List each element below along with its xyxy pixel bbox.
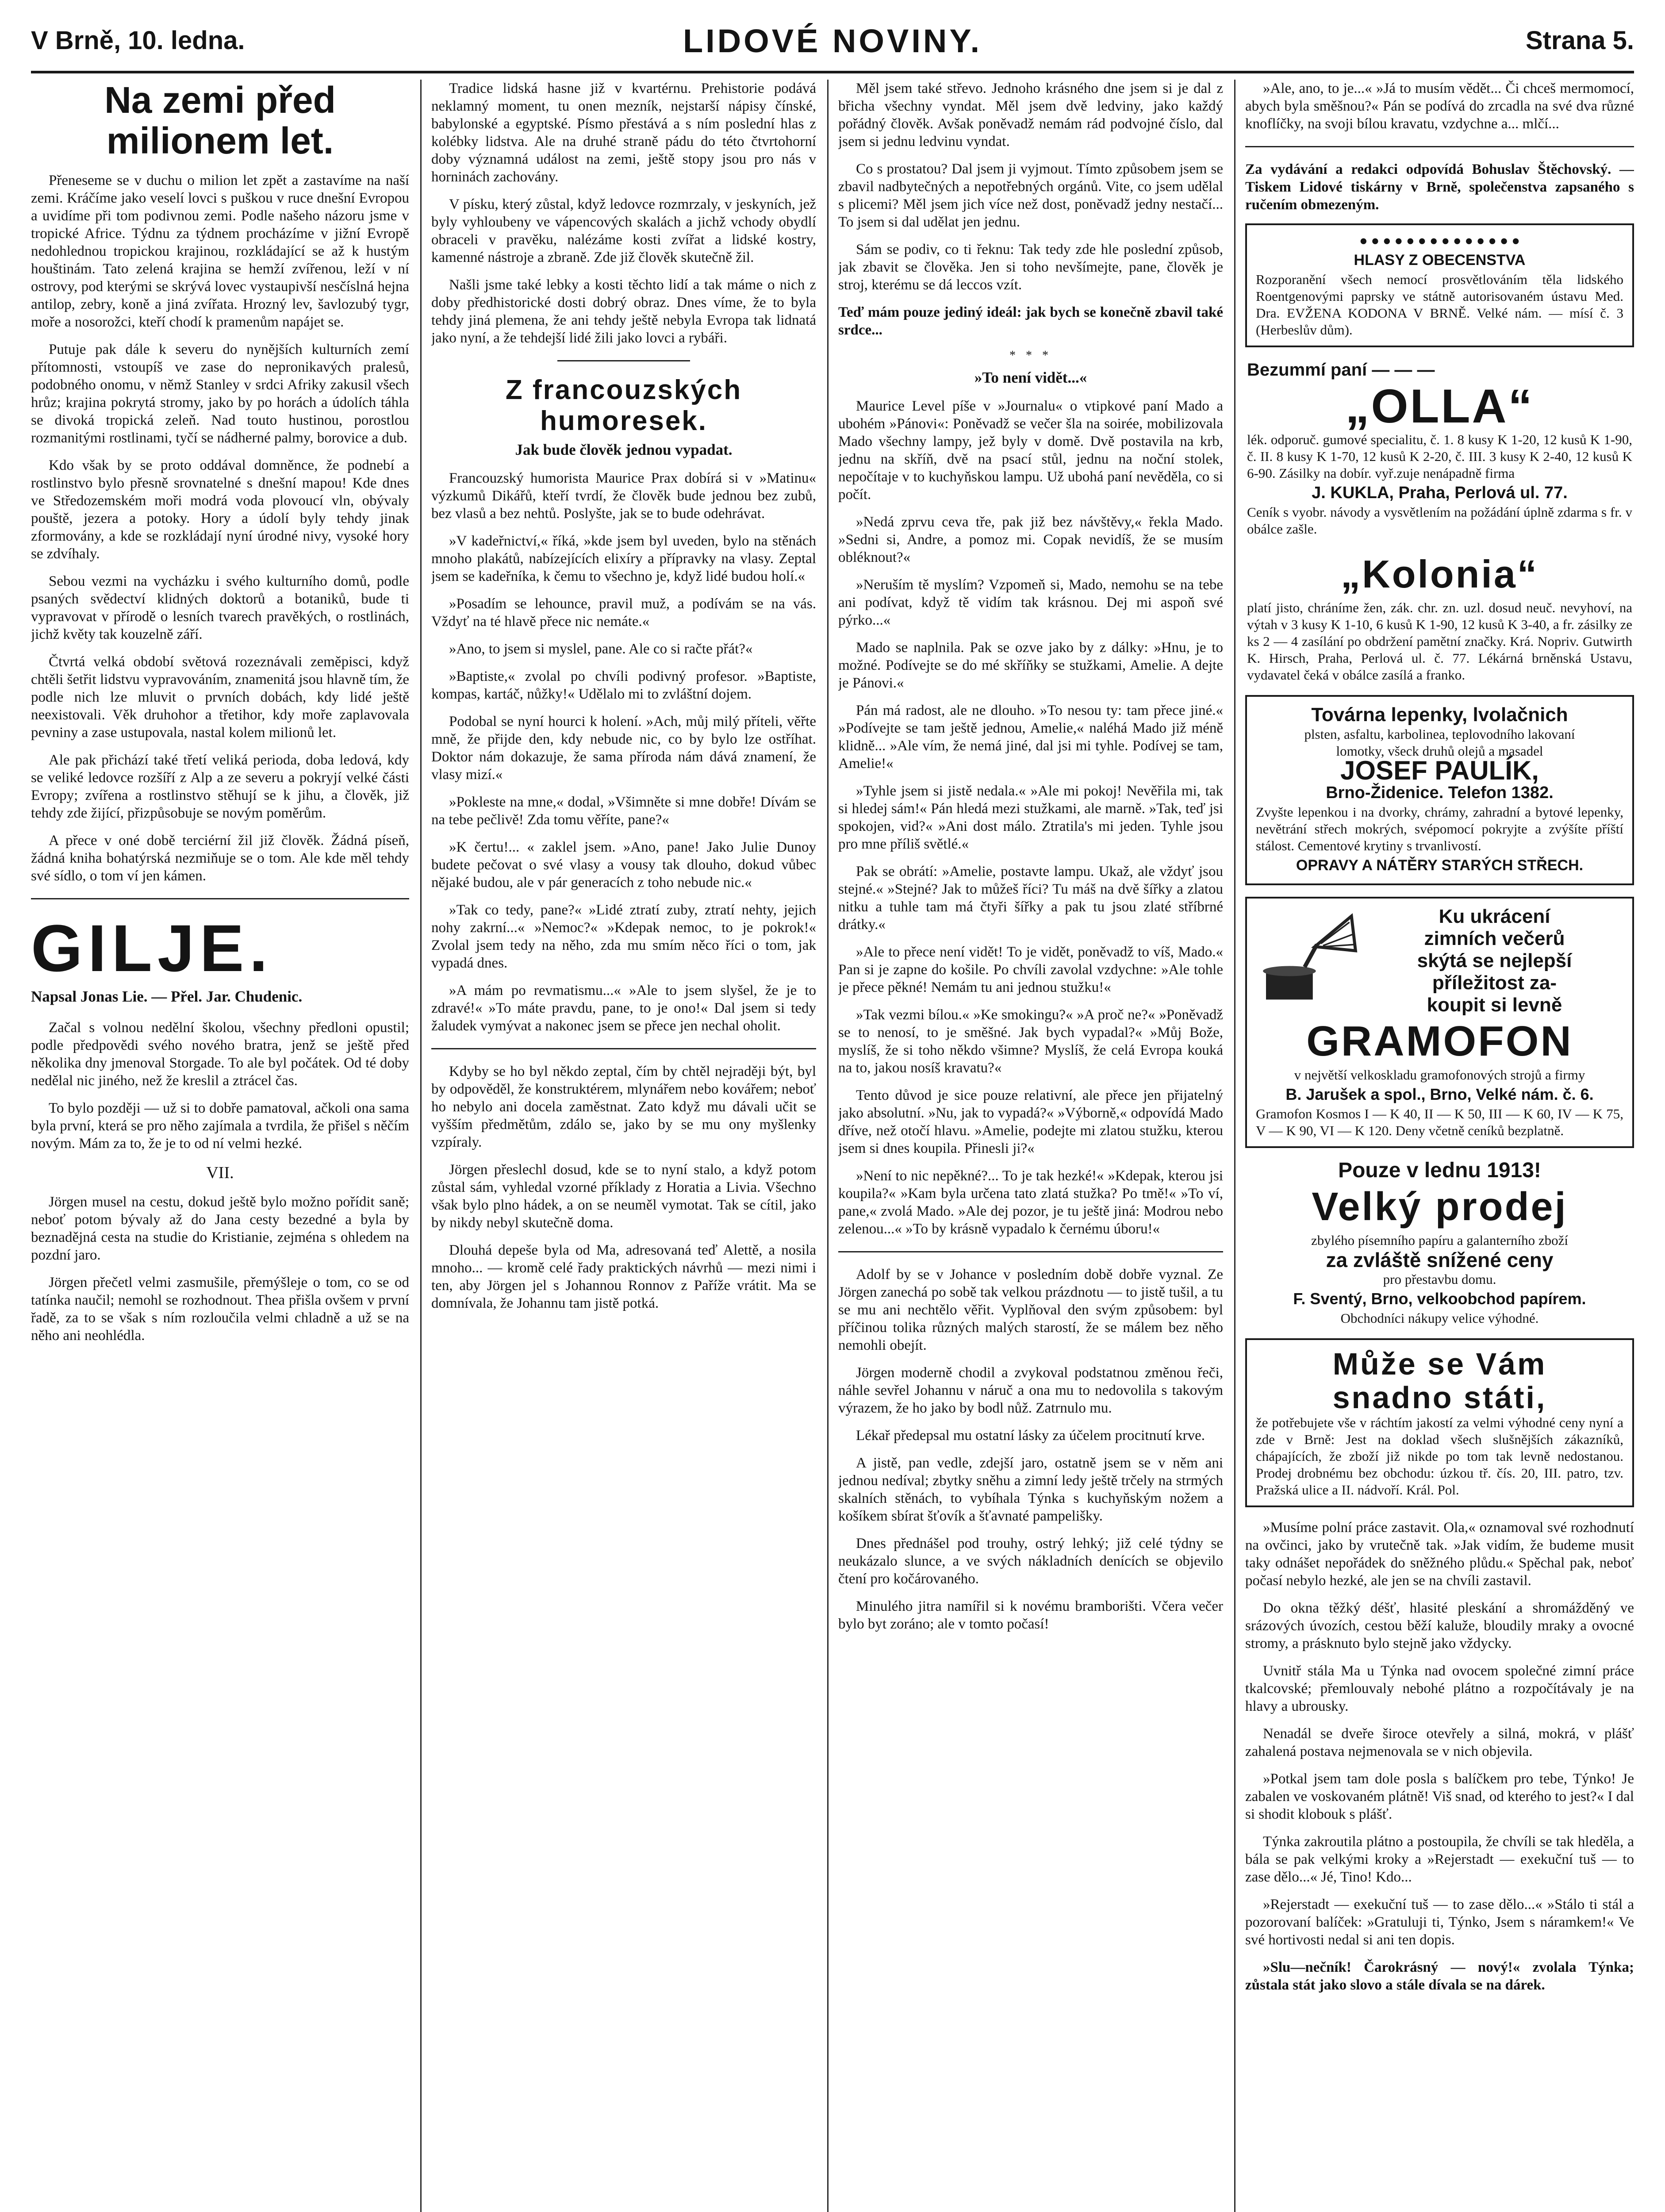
ad-olla bbox=[1245, 359, 1634, 538]
ad-line: zimních večerů bbox=[1424, 928, 1565, 949]
serial-paragraph: Adolf by se v Johance v posledním době dobře vyznal. Ze Jörgen zanechá po sobě tak velkou prázdnotu — to jistě tušil, a tu se mu ani nechtělo věřit. Vyplňoval den svým způsobem: byl příčinou tolika různých malých starostí, že se málem bez něho nemohli obejít. bbox=[838, 1267, 1223, 1353]
ad-text: Rozporanění všech nemocí prosvětlováním těla lidského Roentgenovými paprsky ve státně autorisovaném ústavu Med. Dra. EVŽENA KODONA V BRNĚ. Velké nám. — mísí č. 3 (Herbeslův dům). bbox=[1256, 272, 1623, 338]
ad-line: Pouze v lednu 1913! bbox=[1338, 1159, 1541, 1182]
humor-paragraph: »Neruším tě myslím? Vzpomeň si, Mado, nemohu se na tebe ani podívat, když tě vidím tak krásnou. Dej mi aspoň své pýrko...« bbox=[838, 577, 1223, 628]
page-header bbox=[31, 18, 1634, 73]
ad-line: snadno státi, bbox=[1332, 1380, 1547, 1415]
ad-text: Gramofon Kosmos I — K 40, II — K 50, III — K 60, IV — K 75, V — K 90, VI — K 120. Deny včetně ceníků bezplatně. bbox=[1256, 1106, 1623, 1138]
humor-paragraph: »A mám po revmatismu...« »Ale to jsem slyšel, že je to zdravé!« »To máte pravdu, pane, to je ono!« Dal jsem si tedy žaludek vymývat a nakonec jsem se přece jen nechal oholit. bbox=[431, 983, 816, 1034]
ad-roentgen bbox=[1245, 223, 1634, 347]
ad-firm: F. Sventý, Brno, velkoobchod papírem. bbox=[1293, 1290, 1586, 1308]
ad-firm: J. KUKLA, Praha, Perlová ul. 77. bbox=[1312, 484, 1568, 502]
ad-stars: ● ● ● ● ● ● ● ● ● ● ● ● ● ● bbox=[1359, 233, 1520, 248]
ad-line: za zvláště snížené ceny bbox=[1326, 1248, 1554, 1271]
ad-brand: „Kolonia“ bbox=[1341, 552, 1538, 596]
article-paragraph: A přece v oné době terciérní žil již člověk. Žádná píseň, žádná kniha bohatýrská nezmiňuje se o tom. Ale kde měl tehdy své sídlo, o tom ví jen kámen. bbox=[31, 833, 409, 884]
ad-line: Ku ukrácení bbox=[1439, 906, 1550, 927]
humor-paragraph: Maurice Level píše v »Journalu« o vtipkové paní Mado a ubohém »Pánovi«: Poněvadž se večer šla na soirée, mobilizovala Mado všechny lampy, jež byly v domě. Dvě postavila na krb, jednu na skříň, dvě na psací stůl, jednu na noční stolek, nepočítaje v to kuchyňskou lampu. Už ubohá paní nevěděla, co si počít. bbox=[838, 398, 1223, 503]
serial-paragraph: Nenadál se dveře široce otevřely a silná, mokrá, v plášť zahalená postava nejmenovala se v nich objevila. bbox=[1245, 1726, 1634, 1759]
serial-paragraph: Kdyby se ho byl někdo zeptal, čím by chtěl nejraději být, byl by odpověděl, že konstruktérem, mlynářem nebo kovářem; neboť ho nebylo ani docela zaměstnat. Zato když mu dávali učit se vyšším předmětům, zdálo se, jako by se mu ony myšlenky vzpíraly. bbox=[431, 1064, 816, 1150]
section-divider bbox=[431, 1048, 816, 1049]
serial-paragraph: »Musíme polní práce zastavit. Ola,« oznamoval své rozhodnutí na ovčinci, jako by vrutečně tak. »Jak vidím, že budeme musit taky odnášet nepořádek do sněžného plůdu.« Spěchal pak, neboť počasí nebylo hezké, ale jen se na chvíli zastavil. bbox=[1245, 1520, 1634, 1589]
humor-paragraph: Pán má radost, ale ne dlouho. »To nesou ty: tam přece jiné.« »Podívejte se tam ještě jednou, Amelie,« naléhá Mado již méně klidně... »Ale vím, že nemá jiné, dal jsi mi tyhle. Podívej se tam, Amelie!« bbox=[838, 703, 1223, 772]
ad-label: HLASY Z OBECENSTVA bbox=[1354, 252, 1526, 269]
ad-line: Obchodníci nákupy velice výhodné. bbox=[1340, 1310, 1539, 1326]
ad-text: Ceník s vyobr. návody a vysvětlením na požádání úplně zdarma s fr. v obálce zašle. bbox=[1247, 504, 1632, 537]
section-title: »To není vidět...« bbox=[974, 369, 1087, 386]
column-rule bbox=[827, 80, 829, 2212]
gramophone-icon bbox=[1256, 910, 1358, 1012]
ad-footer: OPRAVY A NÁTĚRY STARÝCH STŘECH. bbox=[1296, 857, 1584, 874]
asterism: * * * bbox=[1009, 349, 1052, 362]
serial-paragraph: »Potkal jsem tam dole posla s balíčkem pro tebe, Týnko! Je zabalen ve voskovaném plátně! Viš snad, od kterého to jest?« I dal si shodit klobouk s plášť. bbox=[1245, 1771, 1634, 1822]
ad-paulik bbox=[1245, 695, 1634, 885]
serial-paragraph: »Rejerstadt — exekuční tuš — to zase dělo...« »Stálo ti stál a pozorovaní balíček: »Gratuluji ti, Týnko, Jsem s náramkem!« Ve své hortivosti nedal si ani ten dopis. bbox=[1245, 1897, 1634, 1948]
serial-paragraph: »Slu—nečník! Čarokrásný — nový!« zvolala Týnka; zůstala stát jako slovo a stále dívala se na dárek. bbox=[1245, 1959, 1634, 1993]
serial-paragraph: A jistě, pan vedle, zdejší jaro, ostatně jsem se v něm ani jednou nedíval; zbytky sněhu a zimní ledy ještě trčely na strmých skalních stěnách, to vybíhala Týnka s kuchyňským nožem a košíkem sbírat šťovík a šťavnaté pampelišky. bbox=[838, 1455, 1223, 1524]
issue-date: V Brně, 10. ledna. bbox=[31, 26, 245, 55]
humor-paragraph: »K čertu!... « zaklel jsem. »Ano, pane! Jako Julie Dunoy budete pečovat o své vlasy a vousy tak dlouho, dokud vůbec nějaké budou, ale v pár generacích z toho nebude nic.« bbox=[431, 839, 816, 891]
humor-paragraph: »Pokleste na mne,« dodal, »Všimněte si mne dobře! Dívám se na tebe pečlivě! Zda tomu věříte, pane?« bbox=[431, 794, 816, 828]
serial-paragraph: Týnka zakroutila plátno a postoupila, že chvíli se tak hleděla, a bála se pak velkými kroky a »Rejerstadt — exekuční tuš — to zase dělo...« Jé, Tino! Kdo... bbox=[1245, 1834, 1634, 1885]
article-paragraph: Přeneseme se v duchu o milion let zpět a zastavíme na naší zemi. Kráčíme jako veselí lovci s puškou v ruce dnešní Evropou a uvidíme při tom podivnou zemi. Podle našeho názoru jsme v tropické Africe. Týdnu za týdnem procházíme v jižní Evropě nedohlednou tropickou krajinou, rozkládající se až k hustým houštinám. Tato zelená krajina se hemží zvířenou, leží v ní ostrovy, pod kterými se skrývá lovec vystaupivší nesčíslná hejna antilop, zebry, koně a jiná zvířata. Hrozný lev, šavlozubý tygr, moře a nosorožci, kteří chodí k pramenům napájet se. bbox=[31, 173, 409, 330]
serial-paragraph: Jörgen přeslechl dosud, kde se to nyní stalo, a když potom zůstal sám, vyhledal vzorné příklady z Horatia a Livia. Všechno však bylo plno hádek, a on se neuměl vymotat. Tak se cítil, jako by nikdy nebyl skutečně doma. bbox=[431, 1162, 816, 1231]
column-2 bbox=[431, 80, 816, 2212]
ad-name: JOSEF PAULÍK, bbox=[1340, 756, 1539, 785]
ad-line: skýtá se nejlepší bbox=[1417, 950, 1572, 972]
humor-paragraph: Měl jsem také střevo. Jednoho krásného dne jsem si je dal z břicha všechny vyndat. Měl jsem dvě ledviny, jako každý pořádný člověk. Avšak poněvadž nemám rád podvojné číslo, dal jsem si jednu ledvinu vyndat. bbox=[838, 81, 1223, 150]
article-paragraph: Sebou vezmi na vycházku i svého kulturního domů, podle psaných svědectví klidných doktorů a botaniků, bude ti vypravovat v přírodě o lesních tvarech pravěkých, o rostlinách, jichž květy tak kouzelně září. bbox=[31, 573, 409, 642]
serial-paragraph: Dnes přednášel pod trouhy, ostrý lehký; již celé týdny se neukázalo slunce, a ve svých nákladních denících se objevilo čtení pro kočárovaného. bbox=[838, 1536, 1223, 1587]
humor-paragraph: »Tyhle jsem si jistě nedala.« »Ale mi pokoj! Nevěřila mi, tak si hledej sám!« Pán hledá mezi stužkami, ale marně. »Tak, teď jsi spokojen, vid?« »Ani dost málo. Ztratila's mi jeden. Tyhle jsou pro mne příliš světlé.« bbox=[838, 783, 1223, 852]
humor-paragraph: »Ale to přece není vidět! To je vidět, poněvadž to víš, Mado.« Pan si je zapne do košile. Po chvíli zavolal vzdychne: »Ale tohle je přece pěkné! Nemám tu ani jednou stužku!« bbox=[838, 944, 1223, 995]
page-number: Strana 5. bbox=[1526, 26, 1634, 55]
section-divider bbox=[31, 898, 409, 899]
column-rule bbox=[1234, 80, 1235, 2212]
serial-byline: Napsal Jonas Lie. — Přel. Jar. Chudenic. bbox=[31, 988, 303, 1005]
ad-text: lék. odporuč. gumové specialitu, č. 1. 8 kusy K 1-20, 12 kusů K 1-90, č. II. 8 kusy K 1-70, 12 kusů K 2-20, č. III. 3 kusy K 2-40, 12 kusů K 6-90. Zásilky na dobír. vyř.zuje nenápadně firma bbox=[1247, 432, 1632, 481]
ad-text: Zvyšte lepenkou i na dvorky, chrámy, zahradní a bytové lepenky, nevětrání střech mokrých, svépomocí pokryjte a zvýšíte příští stálost. Cementové krytiny s trvanlivostí. bbox=[1256, 804, 1623, 853]
humor-paragraph: Sám se podiv, co ti řeknu: Tak tedy zde hle poslední způsob, jak zbavit se člověka. Jen si toho nevšímejte, pane, člověk je stroj, kterému se dá leccos vzít. bbox=[838, 242, 1223, 293]
ad-kolonia bbox=[1245, 549, 1634, 684]
serial-paragraph: Jörgen moderně chodil a zvykoval podstatnou změnou řeči, náhle sevřel Johannu v náruč a ona mu to nedovolila s takovým výrazem, že ho jako by bodl nůž. Zatrnulo mu. bbox=[838, 1365, 1223, 1416]
humor-paragraph: Pak se obrátí: »Amelie, postavte lampu. Ukaž, ale vždyť jsou stejné.« »Stejné? Jak to můžeš říci? Tu máš na dvě šířky a zlatou nitku a tuhle tam má čtyři šířky a pak tu jsou zlaté stříbrné drátky.« bbox=[838, 864, 1223, 933]
humor-paragraph: »Baptiste,« zvolal po chvíli podivný profesor. »Baptiste, kompas, kartáč, nůžky!« Udělalo mi to zvláštní dojem. bbox=[431, 668, 816, 702]
section-subtitle: Jak bude člověk jednou vypadat. bbox=[515, 441, 733, 458]
masthead: LIDOVÉ NOVINY. bbox=[683, 23, 982, 59]
ad-line: Velký prodej bbox=[1312, 1185, 1568, 1229]
column-rule bbox=[420, 80, 422, 2212]
ad-line: Továrna lepenky, lvolačnich bbox=[1311, 704, 1568, 726]
ad-firm: B. Jarušek a spol., Brno, Velké nám. č. 6. bbox=[1285, 1085, 1594, 1103]
ad-line: Může se Vám bbox=[1332, 1347, 1547, 1381]
chapter-number: VII. bbox=[206, 1164, 234, 1182]
article-paragraph: Putuje pak dále k severu do nynějších kulturních zemí přítomnosti, vstoupíš ve zase do nepronikavých pralesů, podobného onomu, v němž Stanley v srdci Afriky zakusil všech hrůz; krajina pokrytá stromy, jako by po horách a údolích táhla se divoká tropická zeleň. Nad touto hustinou, porostlou rozmanitými rostlinami, tyčí se nádherné palmy, borovice a dub. bbox=[31, 342, 409, 446]
humor-paragraph: »Posadím se lehounce, pravil muž, a podívám se na vás. Vždyť na té hlavě přece nic nemáte.« bbox=[431, 596, 816, 630]
humor-paragraph: Tento důvod je sice pouze relativní, ale přece jen přijatelný jako absolutní. »Nu, jak to vypadá?« »Výborně,« odpovídá Mado dříve, než otočí hlavu. »Amelie, podejte mi zlatou stužku, kterou jsem si dnes koupila. Přinesli ji?« bbox=[838, 1087, 1223, 1156]
serial-paragraph: Jörgen přečetl velmi zasmušile, přemýšleje o tom, co se od tatínka naučil; nemohl se rozhodnout. Thea přišla ovšem v první řadě, za to se však s ním rozloučila velmi chladně a už se na něho ani neohlédla. bbox=[31, 1275, 409, 1344]
article-paragraph: Našli jsme také lebky a kosti těchto lidí a tak máme o nich z doby předhistorické dosti dobrý obraz. Dnes víme, že to byla tehdy jiná plemena, že ani tehdy ještě nebyla Evropa tak lidnatá jako nyní, a že tehdejší lidé žili jako lovci a rybáři. bbox=[431, 277, 816, 346]
humor-punchline: Teď mám pouze jediný ideál: jak bych se konečně zbavil také srdce... bbox=[838, 304, 1223, 338]
ad-brand: „OLLA“ bbox=[1345, 379, 1534, 433]
section-title: Z francouzských humoresek. bbox=[505, 375, 742, 436]
ad-brand: GRAMOFON bbox=[1306, 1018, 1573, 1065]
article-paragraph: Čtvrtá velká období světová rozeznávali zeměpisci, když chtěli šetřit lidstvu vypravováním, znamenitá jsou hlavně tím, že podle nich lze mluvit o prvních dobách, kdy lidé ještě neexistovali. Věk druhohor a třetihor, kdy moře zaplavovala pevniny a zase ustupovala, nastal kolem milionů let. bbox=[31, 654, 409, 741]
ad-line: plsten, asfaltu, karbolinea, teplovodního lakovaní bbox=[1304, 726, 1575, 742]
column-4 bbox=[1245, 80, 1634, 2212]
humor-paragraph: »Tak vezmi bílou.« »Ke smokingu?« »A proč ne?« »Poněvadž se to nenosí, to je směšné. Jak bych vypadal?« »Můj Bože, myslíš, že si toho někdo všimne? Myslíš, že celá Evropa kouká na to, jakou nosíš kravatu?« bbox=[838, 1007, 1223, 1076]
serial-paragraph: Minulého jitra namířil si k novému bramborišti. Včera večer bylo byt zoráno; ale v tomto počasí! bbox=[838, 1598, 1223, 1632]
article-paragraph: Kdo však by se proto oddával domněnce, že podnebí a rostlinstvo bylo přesně srovnatelné s dnešní mapou! Kde dnes ve Středozemském moři modrá voda plovoucí vln, obývaly pouště, jezera a potoky. Hory a údolí byly tehdy jinak zformovány, a kde se rozkládají nyní úrodné nivy, vysoké hory se zdvíhaly. bbox=[31, 457, 409, 562]
article-paragraph: Tradice lidská hasne již v kvartérnu. Prehistorie podává neklamný moment, tu onen mezník, nejstarší nápisy čínské, babylonské a egyptské. Písmo přestává a s ním poslední hlas z kolébky lidstva. Ale na druhé straně pádu do této čtvrtohorní doby významná událost na zemi, ještě stopy jsou pro nás v horninách zachovány. bbox=[431, 81, 816, 185]
section-divider bbox=[838, 1251, 1223, 1252]
ad-line: lomotky, všeck druhů olejů a masadel bbox=[1336, 743, 1543, 759]
ad-text: že potřebujete vše v ráchtím jakostí za velmi výhodné ceny nyní a zde v Brně: Jest na doklad všech slušnějších zákazníků, chápajících, že zboží již nikde po tom tak levně nedostanou. Prodej drobnému bez obchodu: úzkou tř. čís. 20, III. patro, tzv. Pražská ulice a II. nádvoří. Král. Pol. bbox=[1256, 1415, 1623, 1498]
serial-paragraph: Dlouhá depeše byla od Ma, adresovaná teď Alettě, a nosila mnoho... — kromě celé řady praktických návrhů — mezi nimi i ten, aby Jörgen jel s Johannou Ronnov z Paříže vrátit. Ma se domnívala, že Johannu tam jistě potká. bbox=[431, 1242, 816, 1311]
article-title: Na zemi před milionem let. bbox=[104, 80, 336, 161]
imprint-note: Za vydávání a redakci odpovídá Bohuslav Štěchovský. — Tiskem Lidové tiskárny v Brně, společenstva zapsaného s ručením obmezeným. bbox=[1245, 161, 1634, 213]
ad-snadno bbox=[1245, 1338, 1634, 1507]
section-divider bbox=[1245, 146, 1634, 147]
humor-paragraph: Co s prostatou? Dal jsem ji vyjmout. Tímto způsobem jsem se zbavil nadbytečných a nepotřebných orgánů. Vite, co jsem udělal s plicemi? Měl jsem jich více než dost, poněvadž jedny nestačí... To jsem si dal udělat jen jednu. bbox=[838, 161, 1223, 230]
ad-sventy bbox=[1245, 1160, 1634, 1327]
ad-lead: Bezummí paní — — — bbox=[1247, 360, 1435, 380]
ad-place: Brno-Židenice. Telefon 1382. bbox=[1326, 783, 1554, 802]
humor-paragraph: Podobal se nyní hourci k holení. »Ach, můj milý příteli, věřte mně, že přijde den, kdy nebude nic, co by bylo lze ostříhat. Doktor nám dokazuje, že sama příroda nám dává znamení, že vlasy mizí.« bbox=[431, 714, 816, 783]
serial-paragraph: Jörgen musel na cestu, dokud ještě bylo možno pořídit saně; neboť potom bývaly až do Jana cesty bezedné a byla by beznadějná cesta na studie do Kristianie, zejména s ohledem na pozdní jaro. bbox=[31, 1194, 409, 1263]
ad-line: pro přestavbu domu. bbox=[1383, 1271, 1496, 1287]
ad-line: zbylého písemního papíru a galanterního zboží bbox=[1311, 1233, 1569, 1248]
serial-paragraph: To bylo později — už si to dobře pamatoval, ačkoli ona sama byla první, která se pro něho zajímala a tvrdila, že přišel s něčím novým. Mám za to, že je to od ní velmi hezké. bbox=[31, 1100, 409, 1152]
humor-paragraph: »Nedá zprvu ceva tře, pak již bez návštěvy,« řekla Mado. »Sedni si, Andre, a pomoz mi. Copak nevidíš, že se musím obléknout?« bbox=[838, 514, 1223, 565]
humor-paragraph: Francouzský humorista Maurice Prax dobírá si v »Matinu« výzkumů Dikářů, kteří tvrdí, že člověk bude jednou bez zubů, bez vlasů a bez nehtů. Poslyšte, jak se to bude odehrávat. bbox=[431, 470, 816, 522]
humor-paragraph: »Ale, ano, to je...« »Já to musím vědět... Či chceš mermomocí, abych byla směšnou?« Pán se podívá do zrcadla na své dva různé knoflíčky, na svoji bílou kravatu, vzdychne a... mlčí... bbox=[1245, 81, 1634, 132]
column-3 bbox=[838, 80, 1223, 2212]
humor-paragraph: »Tak co tedy, pane?« »Lidé ztratí zuby, ztratí nehty, jejich nohy zakrní...« »Nemoc?« »Kdepak nemoc, to je pokrok!« Zvolal jsem tedy na něho, zda mu smím něco říci o tom, jak vypadá dnes. bbox=[431, 902, 816, 971]
humor-paragraph: Mado se naplnila. Pak se ozve jako by z dálky: »Hnu, je to možné. Podívejte se do mé skříňky se stužkami, Amelie. A dejte je Pánovi.« bbox=[838, 640, 1223, 691]
serial-paragraph: Uvnitř stála Ma u Týnka nad ovocem společné zimní práce tkalcovské; přemlouvaly nebohé plátno a rozpočítávaly je na hlavy a ubrousky. bbox=[1245, 1663, 1634, 1714]
ad-line: příležitost za- bbox=[1432, 972, 1557, 994]
ad-gramofon bbox=[1245, 897, 1634, 1148]
section-divider bbox=[557, 360, 690, 361]
ad-text: platí jisto, chráníme žen, zák. chr. zn. uzl. dosud neuč. nevyhoví, na výtah v 3 kusy K 1-10, 6 kusů K 1-90, 12 kusů K 3-40, a fr. zásilky ze ks 2 — 4 zasílání po obdržení pamětní značky. Krá. Nopriv. Gutwirth K. Hirsch, Praha, Perlová ul. č. 77. Lékárná brněnská Ustavu, vydavatel čeká v obálce zasílá a franko. bbox=[1247, 600, 1632, 683]
humor-paragraph: »V kadeřnictví,« říká, »kde jsem byl uveden, bylo na stěnách mnoho plakátů, nabízejících elixíry a přípravky na vlasy. Zeptal jsem se kadeřníka, k čemu to všechno je, když lidé budou holí.« bbox=[431, 533, 816, 584]
serial-title: GILJE. bbox=[31, 911, 273, 985]
ad-sub: v největší velkoskladu gramofonových strojů a firmy bbox=[1294, 1067, 1585, 1083]
humor-paragraph: »Není to nic nepěkné?... To je tak hezké!« »Kdepak, kterou jsi koupila?« »Kam byla určena tato zlatá stužka? Po tmě!« »To ví, pane,« zvolá Mado. »Ale dej pozor, je tu ještě jiná: Modrou nebo zelenou...« »To by krásně vypadalo k černému úboru!« bbox=[838, 1168, 1223, 1237]
article-paragraph: V písku, který zůstal, když ledovce rozmrzaly, v jeskyních, jež byly vyhloubeny ve vápencových skalách a jichž vchody obydlí obraceli v pravěku, nalézáme kosti zvířat a lidské kostry, kamenné nástroje a zbraně. Zde již člověk skutečně žil. bbox=[431, 196, 816, 265]
serial-paragraph: Do okna těžký déšť, hlasité pleskání a shromážděný ve srázových úvozích, cestou běží kaluže, bloudily mraky a ovocné stromy, a prásknuto bylo stejně jako vždycky. bbox=[1245, 1600, 1634, 1651]
humor-paragraph: »Ano, to jsem si myslel, pane. Ale co si račte přát?« bbox=[449, 641, 753, 657]
serial-paragraph: Začal s volnou nedělní školou, všechny předloni opustil; podle předpovědi svého nového bratra, jenž se ještě před několika dny jmenoval Storgade. To ale byl počátek. Od té doby nedělal nic jiného, než že kreslil a ztrácel čas. bbox=[31, 1020, 409, 1089]
article-paragraph: Ale pak přichází také třetí veliká perioda, doba ledová, kdy se veliké ledovce rozšíří z Alp a ze severu a pokryjí velké části Evropy; zvířena a rostlinstvo stěhují se k jihu, a člověk, již tehdy zde žijící, přizpůsobuje se novým poměrům. bbox=[31, 752, 409, 821]
column-1 bbox=[31, 80, 409, 2212]
ad-line: koupit si levně bbox=[1427, 994, 1562, 1016]
serial-paragraph: Lékař předepsal mu ostatní lásky za účelem procitnutí krve. bbox=[856, 1428, 1205, 1444]
newspaper-page bbox=[31, 18, 1634, 2212]
